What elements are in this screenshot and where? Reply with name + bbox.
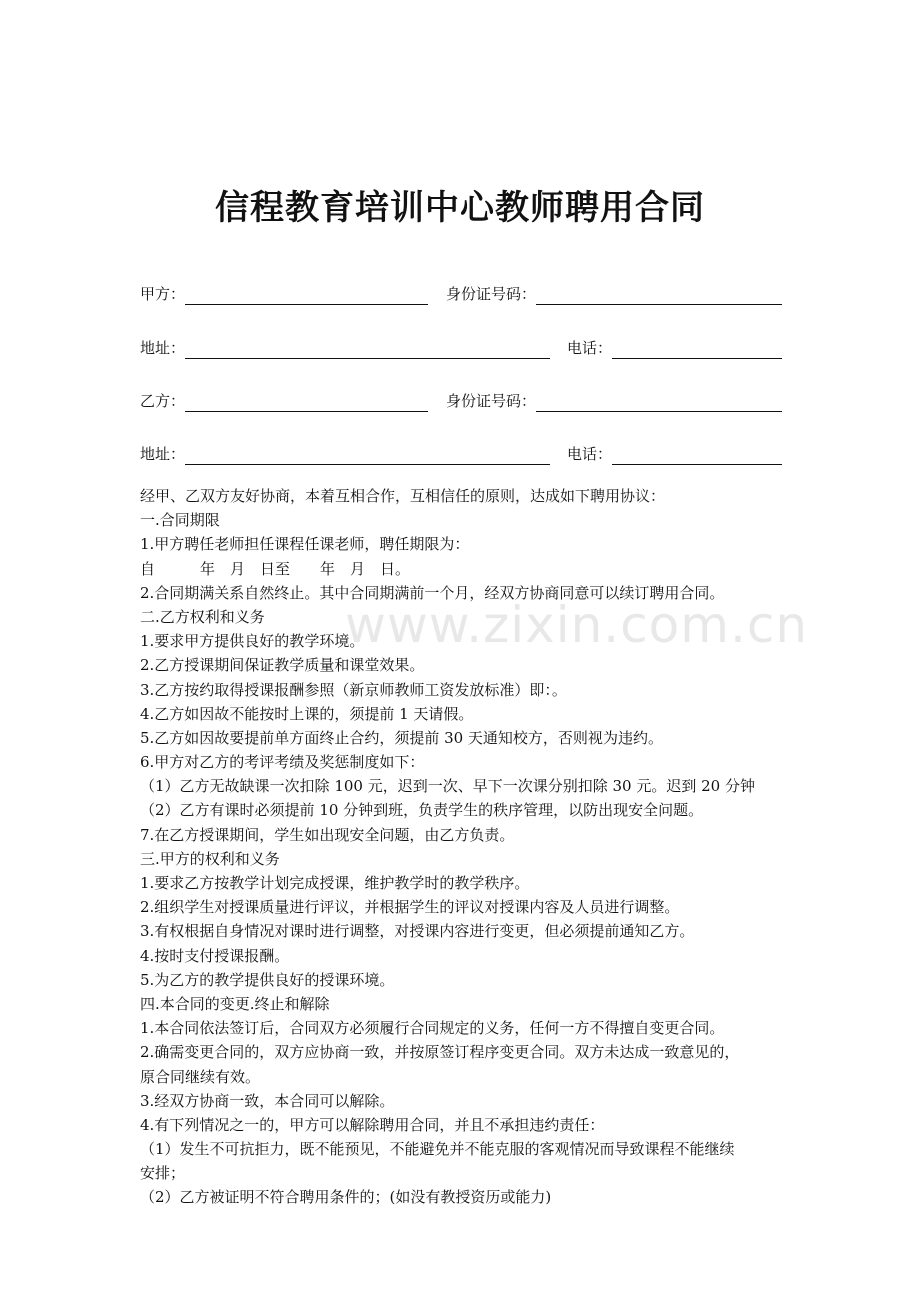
party-b-address-blank[interactable] [185,444,550,465]
party-b-clause-6-item-2: （2）乙方有课时必须提前 10 分钟到班，负责学生的秩序管理，以防出现安全问题。 [140,801,704,820]
party-a-clause-4: 4.按时支付授课报酬。 [140,946,290,965]
party-b-phone-blank[interactable] [612,444,782,465]
changes-clause-1: 1.本合同依法签订后，合同双方必须履行合同规定的义务，任何一方不得擅自变更合同。 [140,1019,725,1038]
party-b-clause-3: 3.乙方按约取得授课报酬参照（新京师教师工资发放标准）即：。 [140,680,567,699]
section-heading-changes: 四.本合同的变更.终止和解除 [140,994,330,1013]
contract-body [140,484,785,1210]
party-a-id-blank[interactable] [536,284,782,305]
section-heading-party-a: 三.甲方的权利和义务 [140,849,280,868]
party-a-address-blank[interactable] [185,338,550,359]
section-heading-term: 一.合同期限 [140,511,220,530]
party-b-clause-1: 1.要求甲方提供良好的教学环境。 [140,632,365,651]
changes-clause-3: 3.经双方协商一致，本合同可以解除。 [140,1091,395,1110]
party-a-address-row [140,333,782,359]
party-a-clause-1: 1.要求乙方按教学计划完成授课，维护教学时的教学秩序。 [140,874,530,892]
party-b-clause-5: 5.乙方如因故要提前单方面终止合约，须提前 30 天通知校方，否则视为违约。 [140,728,663,747]
party-a-row [140,279,782,305]
term-clause-2: 2.合同期满关系自然终止。其中合同期满前一个月，经双方协商同意可以续订聘用合同。 [140,583,725,602]
party-a-clause-2: 2.组织学生对授课质量进行评议，并根据学生的评议对授课内容及人员进行调整。 [140,898,680,917]
party-a-blank[interactable] [185,284,428,305]
party-a-label: 甲方： [140,285,186,303]
changes-clause-4-item-1-cont: 安排； [140,1164,186,1183]
party-b-id-blank[interactable] [536,391,782,412]
section-heading-party-b: 二.乙方权利和义务 [140,607,265,626]
party-b-blank[interactable] [185,391,428,412]
changes-clause-4-item-1: （1）发生不可抗拒力，既不能预见，不能避免并不能克服的客观情况而导致课程不能继续 [140,1140,735,1159]
party-b-row [140,386,782,412]
party-a-clause-3: 3.有权根据自身情况对课时进行调整，对授课内容进行变更，但必须提前通知乙方。 [140,922,695,941]
party-b-clause-6: 6.甲方对乙方的考评考绩及奖惩制度如下： [140,753,425,772]
party-b-clause-6-item-1: （1）乙方无故缺课一次扣除 100 元，迟到一次、早下一次课分别扣除 30 元。迟到 20 分钟 [140,777,755,796]
changes-clause-2: 2.确需变更合同的，双方应协商一致，并按原签订程序变更合同。双方未达成一致意见的， [140,1043,740,1062]
party-a-id-label: 身份证号码： [446,285,537,303]
changes-clause-4: 4.有下列情况之一的，甲方可以解除聘用合同，并且不承担违约责任： [140,1115,605,1134]
term-date-range: 自 年 月 日至 年 月 日。 [140,559,411,578]
intro-paragraph: 经甲、乙双方友好协商，本着互相合作，互相信任的原则，达成如下聘用协议： [140,487,666,505]
party-a-address-label: 地址： [140,339,186,357]
party-b-address-row [140,439,782,465]
page-title: 信程教育培训中心教师聘用合同 [215,188,705,228]
party-b-clause-2: 2.乙方授课期间保证教学质量和课堂效果。 [140,656,425,675]
party-b-clause-7: 7.在乙方授课期间，学生如出现安全问题，由乙方负责。 [140,825,515,844]
changes-clause-2-cont: 原合同继续有效。 [140,1067,261,1086]
party-a-phone-blank[interactable] [612,338,782,359]
party-b-clause-4: 4.乙方如因故不能按时上课的，须提前 1 天请假。 [140,704,474,723]
party-b-label: 乙方： [140,392,186,410]
party-b-address-label: 地址： [140,445,186,463]
term-clause-1: 1.甲方聘任老师担任课程任课老师，聘任期限为： [140,535,470,554]
party-a-clause-5: 5.为乙方的教学提供良好的授课环境。 [140,970,395,989]
party-b-phone-label: 电话： [567,445,613,463]
watermark: www.zixin.com.cn [345,596,809,654]
party-a-phone-label: 电话： [567,339,613,357]
changes-clause-4-item-2: （2）乙方被证明不符合聘用条件的；(如没有教授资历或能力) [140,1188,552,1207]
party-b-id-label: 身份证号码： [446,392,537,410]
